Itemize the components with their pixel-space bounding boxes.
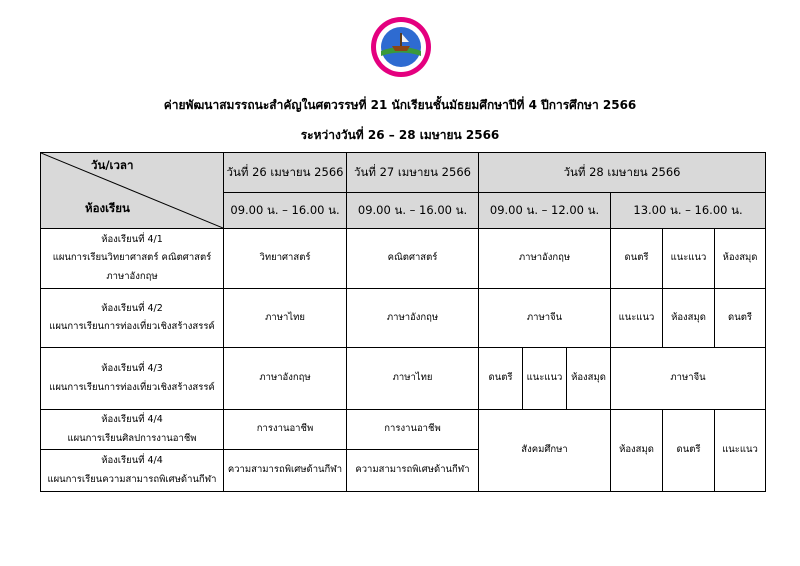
schedule-cell: ภาษาอังกฤษ	[224, 348, 347, 410]
room-number: ห้องเรียนที่ 4/2	[101, 302, 163, 314]
day3-header: วันที่ 28 เมษายน 2566	[479, 153, 766, 193]
schedule-cell: คณิตศาสตร์	[347, 229, 479, 289]
study-plan: แผนการเรียนวิทยาศาสตร์ คณิตศาสตร์	[52, 252, 212, 264]
room-number: ห้องเรียนที่ 4/3	[101, 363, 163, 375]
day3-morning-time: 09.00 น. – 12.00 น.	[479, 193, 611, 229]
schedule-cell: ห้องสมุด	[611, 410, 663, 492]
page-subtitle: ระหว่างวันที่ 26 – 28 เมษายน 2566	[300, 128, 500, 142]
schedule-cell: ภาษาอังกฤษ	[347, 289, 479, 348]
room-cell	[41, 450, 224, 492]
study-plan-cont: ภาษาอังกฤษ	[106, 270, 158, 282]
room-cell	[41, 229, 224, 289]
schedule-cell: ภาษาอังกฤษ	[479, 229, 611, 289]
header-corner-cell	[41, 153, 224, 229]
page-title: ค่ายพัฒนาสมรรถนะสำคัญในศตวรรษที่ 21 นักเรียนชั้นมัธยมศึกษาปีที่ 4 ปีการศึกษา 2566	[163, 98, 637, 112]
room-number: ห้องเรียนที่ 4/4	[101, 455, 163, 467]
schedule-cell: ดนตรี	[479, 348, 523, 410]
school-emblem-icon	[370, 16, 432, 78]
schedule-cell: แนะแนว	[611, 289, 663, 348]
table-row	[41, 229, 766, 289]
table-row	[41, 289, 766, 348]
schedule-cell: ความสามารถพิเศษด้านกีฬา	[347, 450, 479, 492]
schedule-cell: ห้องสมุด	[663, 289, 715, 348]
study-plan: แผนการเรียนศิลปการงานอาชีพ	[67, 432, 197, 444]
schedule-cell: การงานอาชีพ	[224, 410, 347, 450]
room-number: ห้องเรียนที่ 4/4	[101, 414, 163, 426]
day2-header: วันที่ 27 เมษายน 2566	[347, 153, 479, 193]
table-row	[41, 348, 766, 410]
schedule-cell: สังคมศึกษา	[479, 410, 611, 492]
study-plan: แผนการเรียนการท่องเที่ยวเชิงสร้างสรรค์	[49, 321, 215, 332]
table-row	[41, 410, 766, 450]
room-cell	[41, 410, 224, 450]
schedule-cell: ห้องสมุด	[715, 229, 766, 289]
day1-time: 09.00 น. – 16.00 น.	[224, 193, 347, 229]
schedule-cell: ดนตรี	[611, 229, 663, 289]
schedule-cell: แนะแนว	[715, 410, 766, 492]
schedule-cell: ห้องสมุด	[567, 348, 611, 410]
schedule-cell: ภาษาไทย	[347, 348, 479, 410]
schedule-table	[40, 152, 766, 492]
schedule-cell: แนะแนว	[663, 229, 715, 289]
schedule-cell: แนะแนว	[523, 348, 567, 410]
room-cell	[41, 289, 224, 348]
schedule-cell: ภาษาจีน	[479, 289, 611, 348]
header-time-label: วัน/เวลา	[91, 158, 134, 172]
schedule-cell: ดนตรี	[663, 410, 715, 492]
header-room-label: ห้องเรียน	[85, 201, 130, 215]
schedule-cell: ความสามารถพิเศษด้านกีฬา	[224, 450, 347, 492]
day3-afternoon-time: 13.00 น. – 16.00 น.	[611, 193, 766, 229]
study-plan: แผนการเรียนความสามารถพิเศษด้านกีฬา	[47, 473, 217, 485]
schedule-cell: วิทยาศาสตร์	[224, 229, 347, 289]
schedule-cell: ภาษาจีน	[611, 348, 766, 410]
room-cell	[41, 348, 224, 410]
schedule-cell: ภาษาไทย	[224, 289, 347, 348]
schedule-cell: ดนตรี	[715, 289, 766, 348]
day1-header: วันที่ 26 เมษายน 2566	[224, 153, 347, 193]
schedule-cell: การงานอาชีพ	[347, 410, 479, 450]
day2-time: 09.00 น. – 16.00 น.	[347, 193, 479, 229]
room-number: ห้องเรียนที่ 4/1	[101, 234, 163, 246]
study-plan: แผนการเรียนการท่องเที่ยวเชิงสร้างสรรค์	[49, 381, 215, 393]
